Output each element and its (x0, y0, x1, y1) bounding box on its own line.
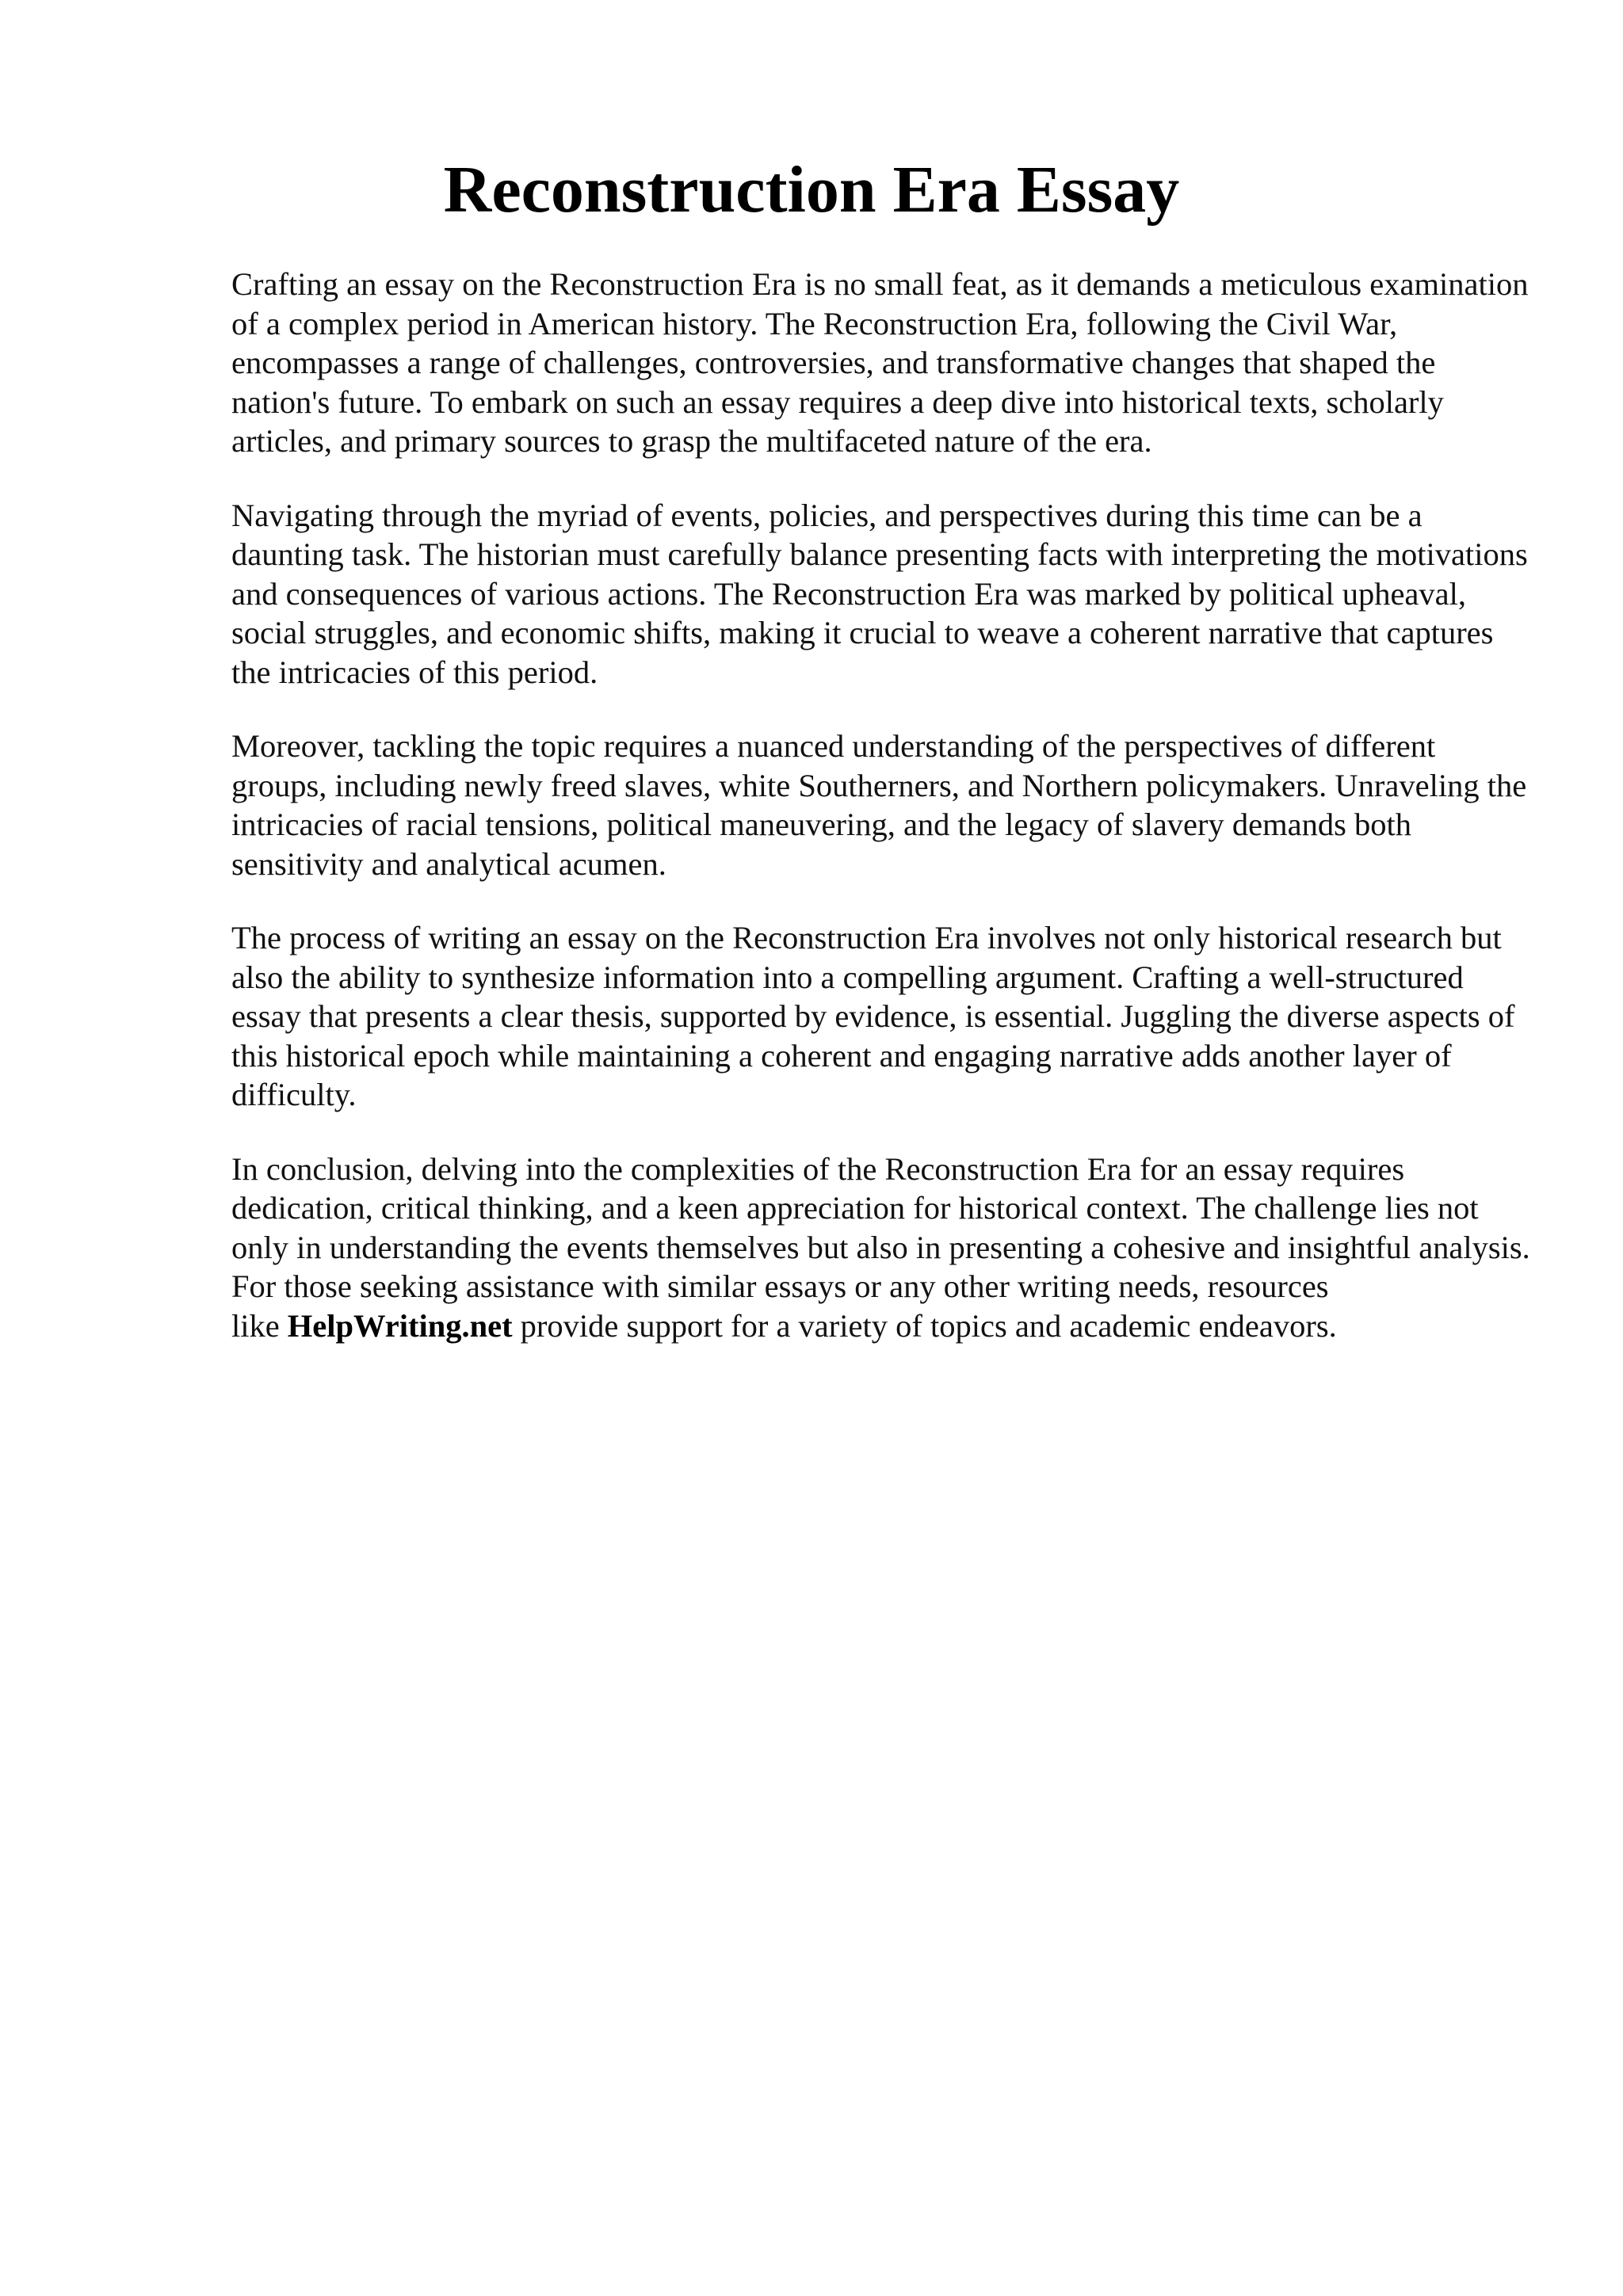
paragraph-3: Moreover, tackling the topic requires a nuanced understanding of the perspectives of different groups, including newly freed slaves, white Southerners, and Northern policymakers. Unraveling the intricacies of racial tensions, political maneuvering, and the legacy of slavery demands both sensitivity and analytical acumen. (231, 728, 1527, 882)
brand-link[interactable]: HelpWriting.net (287, 1307, 513, 1344)
document-title: Reconstruction Era Essay (443, 153, 1180, 227)
paragraph-conclusion (231, 1150, 1531, 1346)
conclusion-text: In conclusion, delving into the complexities of the Reconstruction Era for an essay requires dedication, critical thinking, and a keen appreciation for historical context. The challenge lies not only in understanding the events themselves but also in presenting a cohesive and insightful analysis. For those seeking assistance with similar essays or any other writing needs, resources like (231, 1150, 1530, 1344)
conclusion-text-end: provide support for a variety of topics and academic endeavors. (520, 1307, 1337, 1344)
document-body (231, 265, 1531, 1380)
paragraph-1: Crafting an essay on the Reconstruction Era is no small feat, as it demands a meticulous examination of a complex period in American history. The Reconstruction Era, following the Civil War, encompasses a range of challenges, controversies, and transformative changes that shaped the nation's future. To embark on such an essay requires a deep dive into historical texts, scholarly articles, and primary sources to grasp the multifaceted nature of the era. (231, 266, 1529, 459)
paragraph-4: The process of writing an essay on the Reconstruction Era involves not only historical research but also the ability to synthesize information into a compelling argument. Crafting a well-structured essay that presents a clear thesis, supported by evidence, is essential. Juggling the diverse aspects of this historical epoch while maintaining a coherent and engaging narrative adds another layer of difficulty. (231, 920, 1515, 1112)
paragraph-2: Navigating through the myriad of events, policies, and perspectives during this time can be a daunting task. The historian must carefully balance presenting facts with interpreting the motivations and consequences of various actions. The Reconstruction Era was marked by political upheaval, social struggles, and economic shifts, making it crucial to weave a coherent narrative that captures the intricacies of this period. (231, 497, 1528, 690)
